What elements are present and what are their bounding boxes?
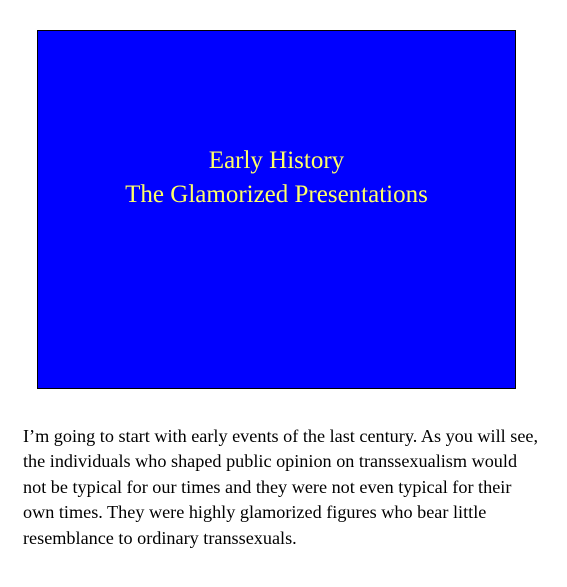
slide-panel: [37, 30, 516, 389]
slide-title-line-2: The Glamorized Presentations: [125, 181, 428, 208]
slide-title: [38, 144, 515, 212]
speaker-notes-paragraph: I’m going to start with early events of the last century. As you will see, the individuals who shaped public opinion on transsexualism would not be typical for our times and they were not even typical for their own times. They were highly glamorized figures who bear little resemblance to ordinary transsexuals.: [23, 426, 539, 548]
slide-title-line-1: Early History: [208, 147, 345, 174]
